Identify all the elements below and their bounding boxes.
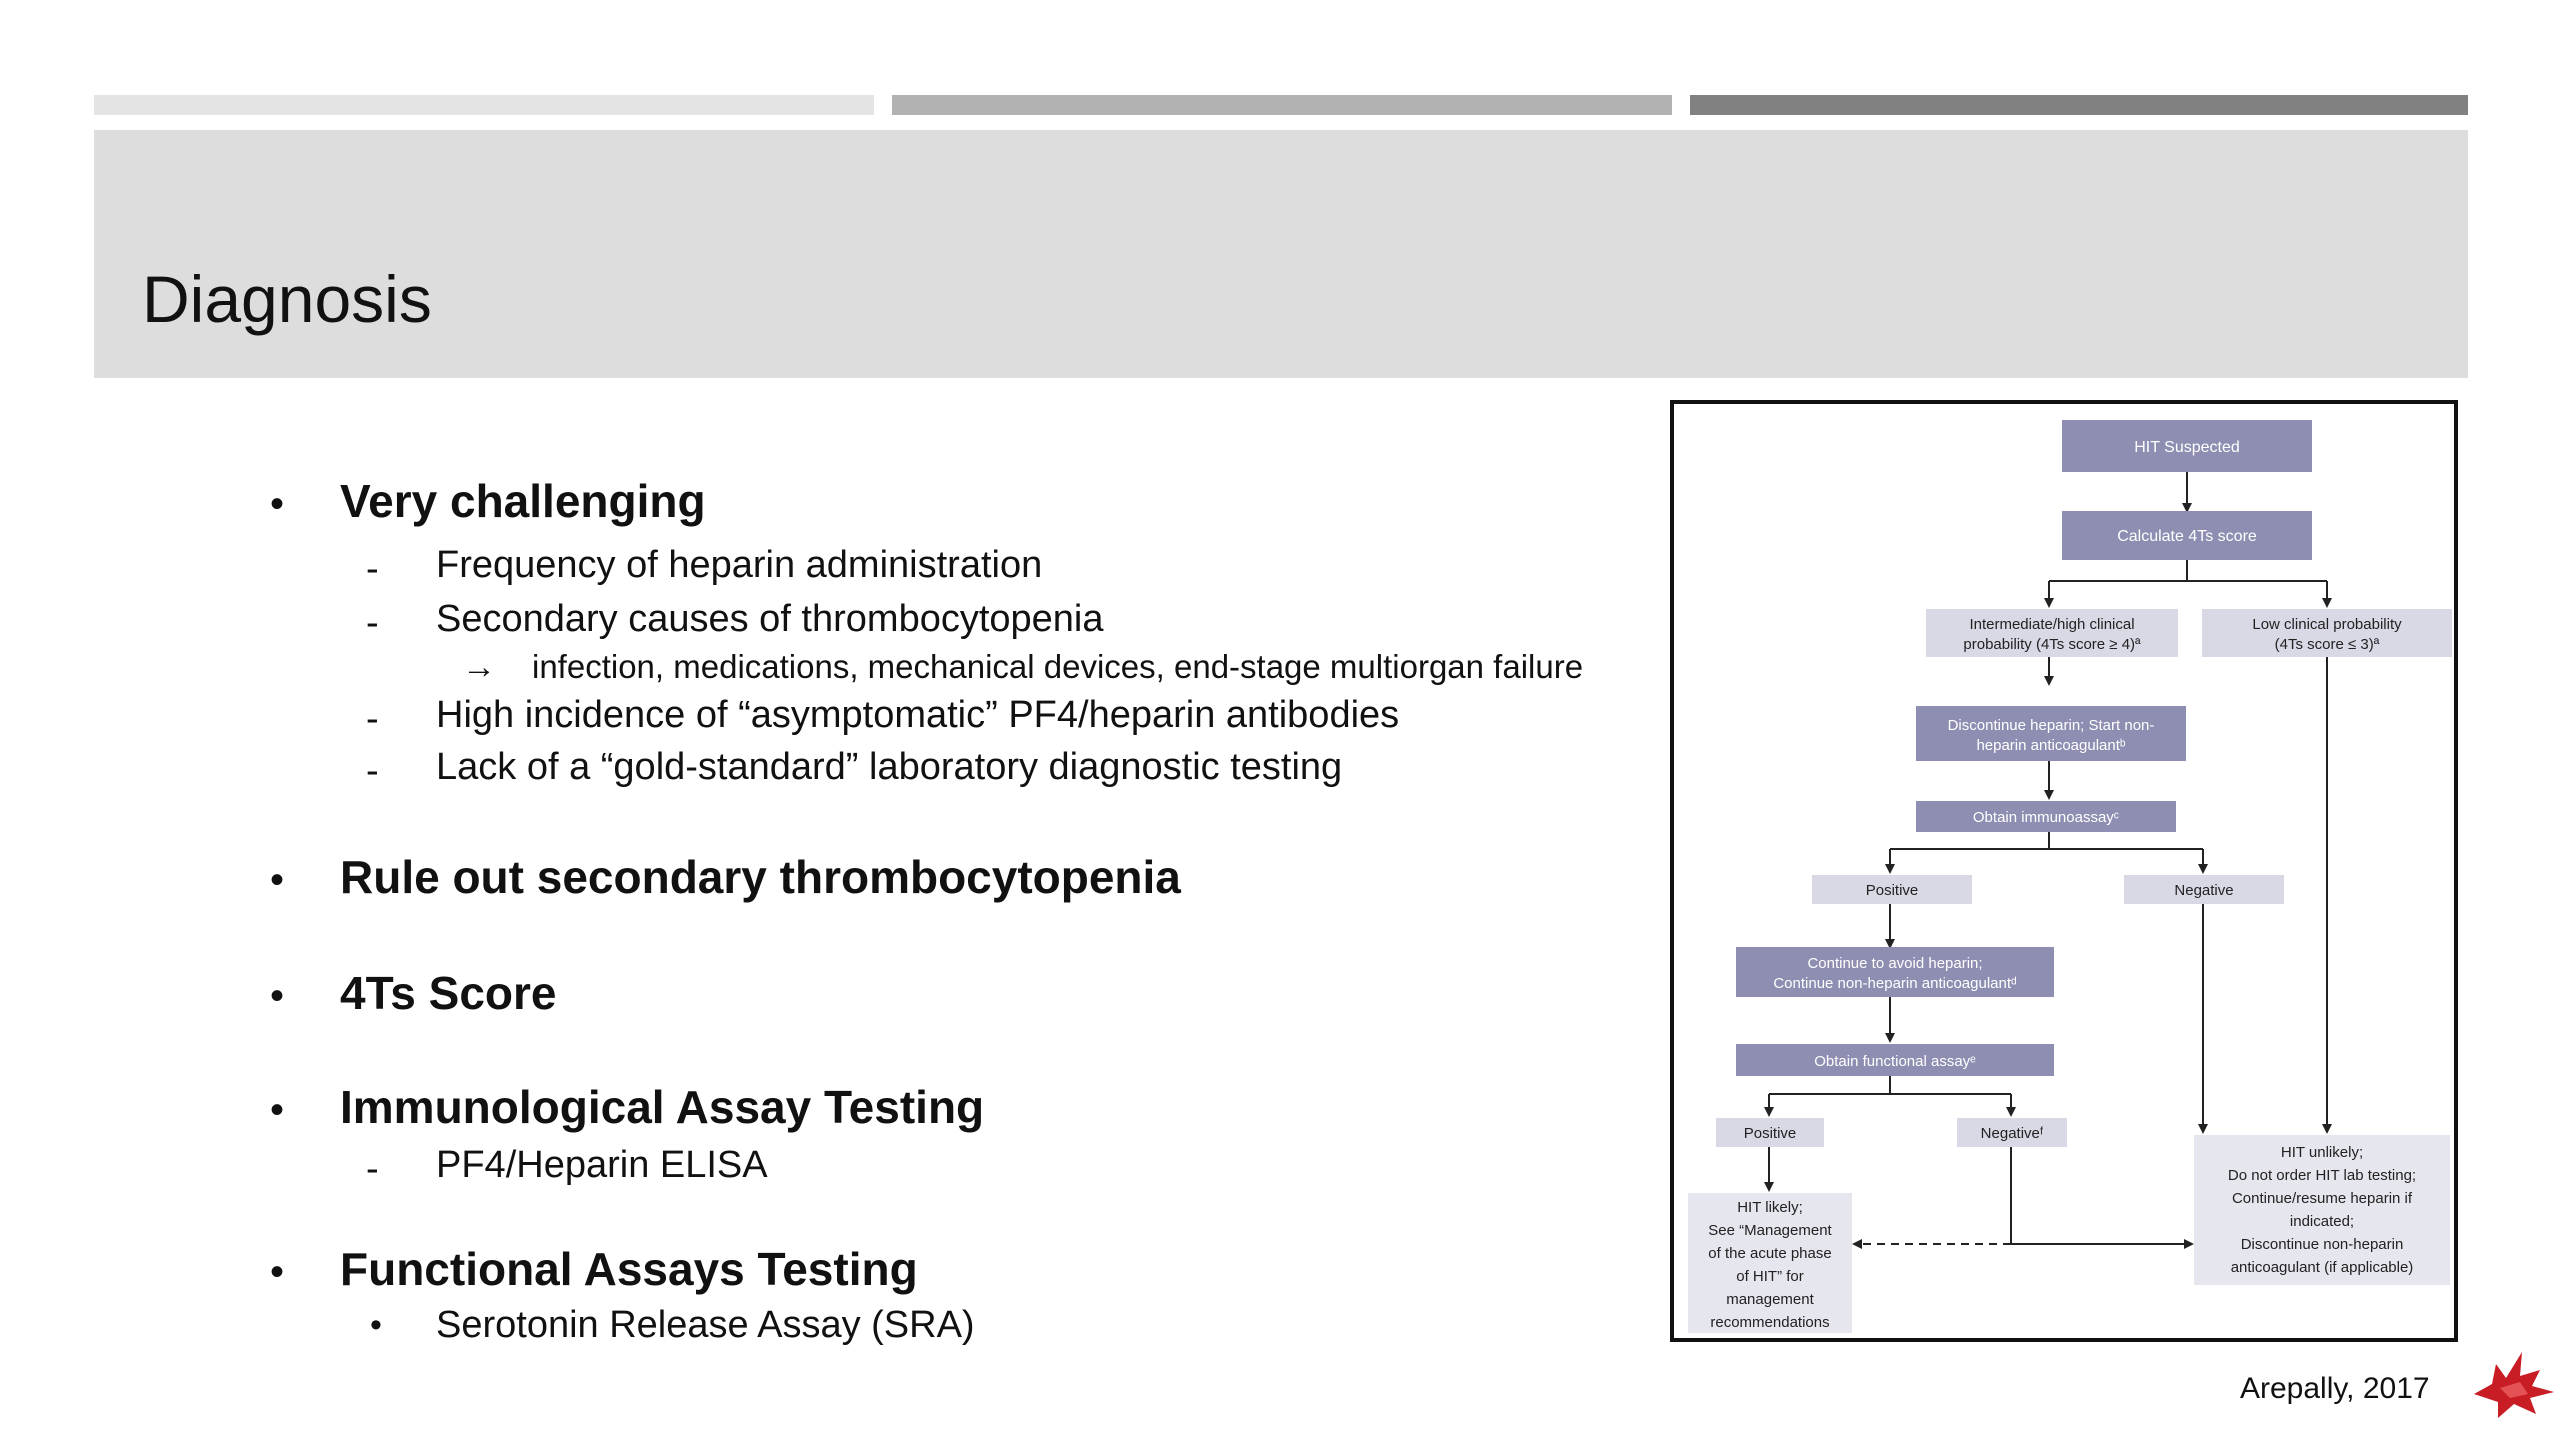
flow-node-hit-unlikely [2194, 1135, 2450, 1285]
item-secondary-causes: Secondary causes of thrombocytopenia [436, 598, 1104, 640]
svg-text:Obtain functional assayᵉ: Obtain functional assayᵉ [1814, 1053, 1976, 1070]
svg-text:See “Management: See “Management [1708, 1222, 1832, 1239]
flow-node-negative-functional [1957, 1118, 2067, 1147]
bullet-marker: • [370, 1306, 382, 1344]
heading-immunological: Immunological Assay Testing [340, 1081, 985, 1133]
bullet-marker: • [270, 1088, 285, 1132]
title-band [94, 130, 2468, 378]
header-bar-dark [1690, 95, 2468, 115]
svg-text:HIT unlikely;: HIT unlikely; [2280, 1144, 2364, 1161]
flow-node-hit-likely [1688, 1193, 1852, 1333]
svg-text:HIT likely;: HIT likely; [1737, 1199, 1803, 1216]
svg-text:HIT Suspected: HIT Suspected [2134, 439, 2240, 456]
citation: Arepally, 2017 [2240, 1372, 2430, 1405]
svg-text:anticoagulant (if applicable): anticoagulant (if applicable) [2230, 1259, 2414, 1276]
svg-text:Intermediate/high clinical: Intermediate/high clinical [1969, 616, 2135, 633]
svg-text:(4Ts score ≤ 3)ª: (4Ts score ≤ 3)ª [2274, 636, 2380, 653]
svg-text:heparin anticoagulantᵇ: heparin anticoagulantᵇ [1976, 737, 2126, 754]
svg-text:Do not order HIT lab testing;: Do not order HIT lab testing; [2227, 1167, 2417, 1184]
bullet-marker: • [270, 974, 285, 1018]
flow-node-negative-immunoassay [2124, 875, 2284, 904]
flow-node-continue-avoid-heparin [1736, 947, 2054, 997]
flow-node-obtain-functional-assay [1736, 1044, 2054, 1076]
arrow-marker: → [462, 648, 496, 686]
flow-node-positive-functional [1716, 1118, 1824, 1147]
svg-text:Continue non-heparin anticoagu: Continue non-heparin anticoagulantᵈ [1773, 975, 2017, 992]
svg-text:Discontinue non-heparin: Discontinue non-heparin [2240, 1236, 2404, 1253]
red-logo-icon [2470, 1348, 2556, 1420]
header-bar-light [94, 95, 874, 115]
flow-node-intermediate-probability [1926, 609, 2178, 657]
svg-text:Continue/resume heparin if: Continue/resume heparin if [2231, 1190, 2413, 1207]
svg-text:Positive: Positive [1865, 882, 1919, 899]
svg-text:Continue to avoid heparin;: Continue to avoid heparin; [1807, 955, 1983, 972]
dash-marker: - [366, 698, 379, 740]
item-elisa: PF4/Heparin ELISA [436, 1144, 768, 1186]
svg-text:probability (4Ts score ≥ 4)ª: probability (4Ts score ≥ 4)ª [1963, 636, 2141, 653]
svg-text:of HIT” for: of HIT” for [1736, 1268, 1804, 1285]
svg-text:Negative: Negative [2174, 882, 2234, 899]
bullet-marker: • [270, 1250, 285, 1294]
slide-title: Diagnosis [142, 262, 432, 336]
flowchart-svg [1674, 404, 2454, 1338]
item-gold-standard: Lack of a “gold-standard” laboratory diagnostic testing [436, 746, 1343, 788]
svg-text:Negativeᶠ: Negativeᶠ [1980, 1125, 2044, 1142]
flow-node-low-probability [2202, 609, 2452, 657]
heading-rule-out: Rule out secondary thrombocytopenia [340, 851, 1181, 903]
item-sra: Serotonin Release Assay (SRA) [436, 1304, 975, 1346]
item-frequency: Frequency of heparin administration [436, 544, 1043, 586]
heading-4ts-score: 4Ts Score [340, 967, 557, 1019]
heading-functional: Functional Assays Testing [340, 1243, 918, 1295]
flow-node-hit-suspected [2062, 420, 2312, 472]
flow-node-discontinue-heparin [1916, 706, 2186, 761]
svg-text:Low clinical probability: Low clinical probability [2252, 616, 2402, 633]
flow-node-calculate-4ts [2062, 511, 2312, 560]
flowchart-figure [1670, 400, 2458, 1342]
item-asymptomatic: High incidence of “asymptomatic” PF4/heparin antibodies [436, 694, 1400, 736]
dash-marker: - [366, 1148, 379, 1190]
dash-marker: - [366, 602, 379, 644]
bullet-marker: • [270, 858, 285, 902]
flow-node-obtain-immunoassay [1916, 801, 2176, 832]
svg-text:recommendations: recommendations [1710, 1314, 1830, 1331]
bullet-marker: • [270, 482, 285, 526]
svg-text:indicated;: indicated; [2289, 1213, 2355, 1230]
flow-node-positive-immunoassay [1812, 875, 1972, 904]
svg-text:management: management [1726, 1291, 1814, 1308]
svg-text:Obtain immunoassayᶜ: Obtain immunoassayᶜ [1972, 809, 2120, 826]
heading-very-challenging: Very challenging [340, 475, 706, 527]
svg-text:Discontinue heparin; Start non: Discontinue heparin; Start non- [1947, 717, 2155, 734]
svg-text:of the acute phase: of the acute phase [1708, 1245, 1832, 1262]
dash-marker: - [366, 548, 379, 590]
header-bar-mid [892, 95, 1672, 115]
svg-text:Positive: Positive [1743, 1125, 1797, 1142]
dash-marker: - [366, 750, 379, 792]
item-causes-list: infection, medications, mechanical devices, end-stage multiorgan failure [532, 648, 1584, 685]
svg-text:Calculate 4Ts score: Calculate 4Ts score [2117, 528, 2257, 545]
